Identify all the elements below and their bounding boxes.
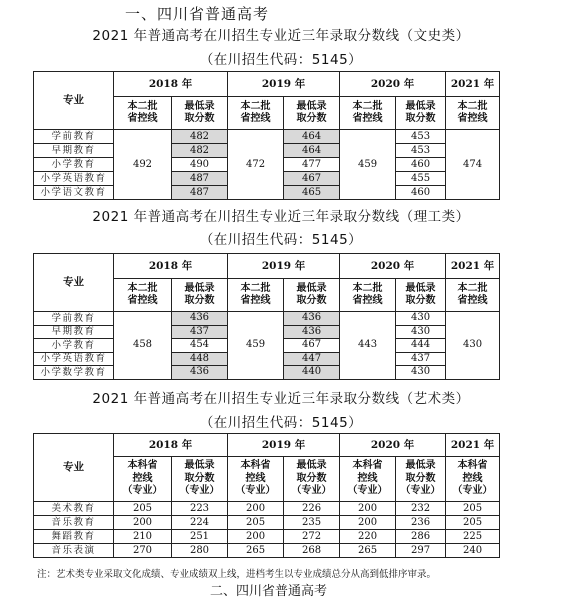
score-cell: 487 [172,172,228,186]
footnote: 注：艺术类专业采取文化成绩、专业成绩双上线，进档考生以专业成绩总分从高到低排序审录。 [37,569,437,580]
score-cell: 444 [396,339,446,353]
score-cell: 436 [172,366,228,380]
score-cell: 226 [284,502,340,516]
year-2019-header: 2019 年 [228,72,340,97]
art-table-title: 2021 年普通高考在川招生专业近三年录取分数线（艺术类） [92,391,470,407]
major-header: 专业 [34,72,114,130]
score-cell: 297 [396,544,446,558]
art-score-table [33,433,500,558]
major-header: 专业 [34,254,114,312]
score-cell: 464 [284,130,340,144]
control-2020-cell: 443 [340,312,396,380]
control-2020-cell: 459 [340,130,396,200]
art-control-header: 本科省 控线 （专业） [228,457,284,502]
wen-table-title: 2021 年普通高考在川招生专业近三年录取分数线（文史类） [92,28,470,44]
major-cell: 小学教育 [34,339,114,353]
major-cell: 小学数学教育 [34,366,114,380]
art-control-header: 本科省 控线 （专业） [446,457,500,502]
score-cell: 210 [114,530,172,544]
li-table-title: 2021 年普通高考在川招生专业近三年录取分数线（理工类） [92,209,470,225]
major-cell: 美术教育 [34,502,114,516]
year-2018-header: 2018 年 [114,434,228,457]
score-cell: 460 [396,158,446,172]
batch-control-header: 本二批 省控线 [228,97,284,130]
major-cell: 舞蹈教育 [34,530,114,544]
major-cell: 早期教育 [34,144,114,158]
year-2019-header: 2019 年 [228,254,340,279]
batch-control-header: 本二批 省控线 [114,279,172,312]
major-cell: 小学语文教育 [34,186,114,200]
art-min-score-header: 最低录 取分数 （专业） [284,457,340,502]
score-cell: 200 [340,516,396,530]
min-score-header: 最低录 取分数 [284,279,340,312]
year-2021-header: 2021 年 [446,434,500,457]
score-cell: 200 [114,516,172,530]
batch-control-header: 本二批 省控线 [340,279,396,312]
art-control-header: 本科省 控线 （专业） [340,457,396,502]
score-cell: 453 [396,144,446,158]
score-cell: 440 [284,366,340,380]
major-cell: 音乐教育 [34,516,114,530]
year-2020-header: 2020 年 [340,72,446,97]
art-min-score-header: 最低录 取分数 （专业） [396,457,446,502]
year-2018-header: 2018 年 [114,254,228,279]
score-cell: 477 [284,158,340,172]
min-score-header: 最低录 取分数 [284,97,340,130]
score-cell: 265 [228,544,284,558]
score-cell: 272 [284,530,340,544]
score-cell: 487 [172,186,228,200]
score-cell: 482 [172,130,228,144]
score-cell: 490 [172,158,228,172]
score-cell: 205 [446,516,500,530]
min-score-header: 最低录 取分数 [172,97,228,130]
major-cell: 小学英语教育 [34,352,114,366]
score-cell: 455 [396,172,446,186]
major-cell: 音乐表演 [34,544,114,558]
score-cell: 436 [284,312,340,326]
score-cell: 236 [396,516,446,530]
year-2019-header: 2019 年 [228,434,340,457]
control-2019-cell: 459 [228,312,284,380]
score-cell: 235 [284,516,340,530]
score-cell: 200 [228,502,284,516]
art-control-header: 本科省 控线 （专业） [114,457,172,502]
score-cell: 430 [396,312,446,326]
score-cell: 280 [172,544,228,558]
score-cell: 437 [172,325,228,339]
major-header: 专业 [34,434,114,502]
score-cell: 437 [396,352,446,366]
score-cell: 436 [172,312,228,326]
min-score-header: 最低录 取分数 [172,279,228,312]
li-score-table [33,253,500,380]
wen-score-table [33,71,500,200]
batch-control-header: 本二批 省控线 [228,279,284,312]
control-2021-cell: 430 [446,312,500,380]
score-cell: 448 [172,352,228,366]
major-cell: 小学教育 [34,158,114,172]
major-cell: 学前教育 [34,312,114,326]
score-cell: 268 [284,544,340,558]
control-2019-cell: 472 [228,130,284,200]
score-cell: 205 [228,516,284,530]
major-cell: 早期教育 [34,325,114,339]
score-cell: 453 [396,130,446,144]
score-cell: 430 [396,366,446,380]
score-cell: 447 [284,352,340,366]
batch-control-header: 本二批 省控线 [340,97,396,130]
score-cell: 464 [284,144,340,158]
score-cell: 200 [228,530,284,544]
score-cell: 482 [172,144,228,158]
score-cell: 265 [340,544,396,558]
score-cell: 220 [340,530,396,544]
min-score-header: 最低录 取分数 [396,279,446,312]
major-cell: 学前教育 [34,130,114,144]
art-min-score-header: 最低录 取分数 （专业） [172,457,228,502]
score-cell: 251 [172,530,228,544]
control-2018-cell: 492 [114,130,172,200]
batch-control-header: 本二批 省控线 [446,279,500,312]
score-cell: 270 [114,544,172,558]
wen-code-line: （在川招生代码：5145） [199,52,363,68]
score-cell: 430 [396,325,446,339]
control-2018-cell: 458 [114,312,172,380]
score-cell: 205 [114,502,172,516]
min-score-header: 最低录 取分数 [396,97,446,130]
score-cell: 286 [396,530,446,544]
year-2020-header: 2020 年 [340,434,446,457]
year-2020-header: 2020 年 [340,254,446,279]
major-cell: 小学英语教育 [34,172,114,186]
li-code-line: （在川招生代码：5145） [199,232,363,248]
score-cell: 240 [446,544,500,558]
score-cell: 224 [172,516,228,530]
score-cell: 223 [172,502,228,516]
year-2018-header: 2018 年 [114,72,228,97]
next-section-heading-cut: 二、四川省普通高考 [210,584,328,599]
score-cell: 225 [446,530,500,544]
score-cell: 460 [396,186,446,200]
batch-control-header: 本二批 省控线 [446,97,500,130]
score-cell: 454 [172,339,228,353]
score-cell: 205 [446,502,500,516]
year-2021-header: 2021 年 [446,254,500,279]
year-2021-header: 2021 年 [446,72,500,97]
score-cell: 467 [284,339,340,353]
batch-control-header: 本二批 省控线 [114,97,172,130]
art-code-line: （在川招生代码：5145） [199,415,363,431]
section-heading: 一、四川省普通高考 [125,5,270,23]
score-cell: 436 [284,325,340,339]
score-cell: 232 [396,502,446,516]
score-cell: 465 [284,186,340,200]
control-2021-cell: 474 [446,130,500,200]
score-cell: 200 [340,502,396,516]
score-cell: 467 [284,172,340,186]
